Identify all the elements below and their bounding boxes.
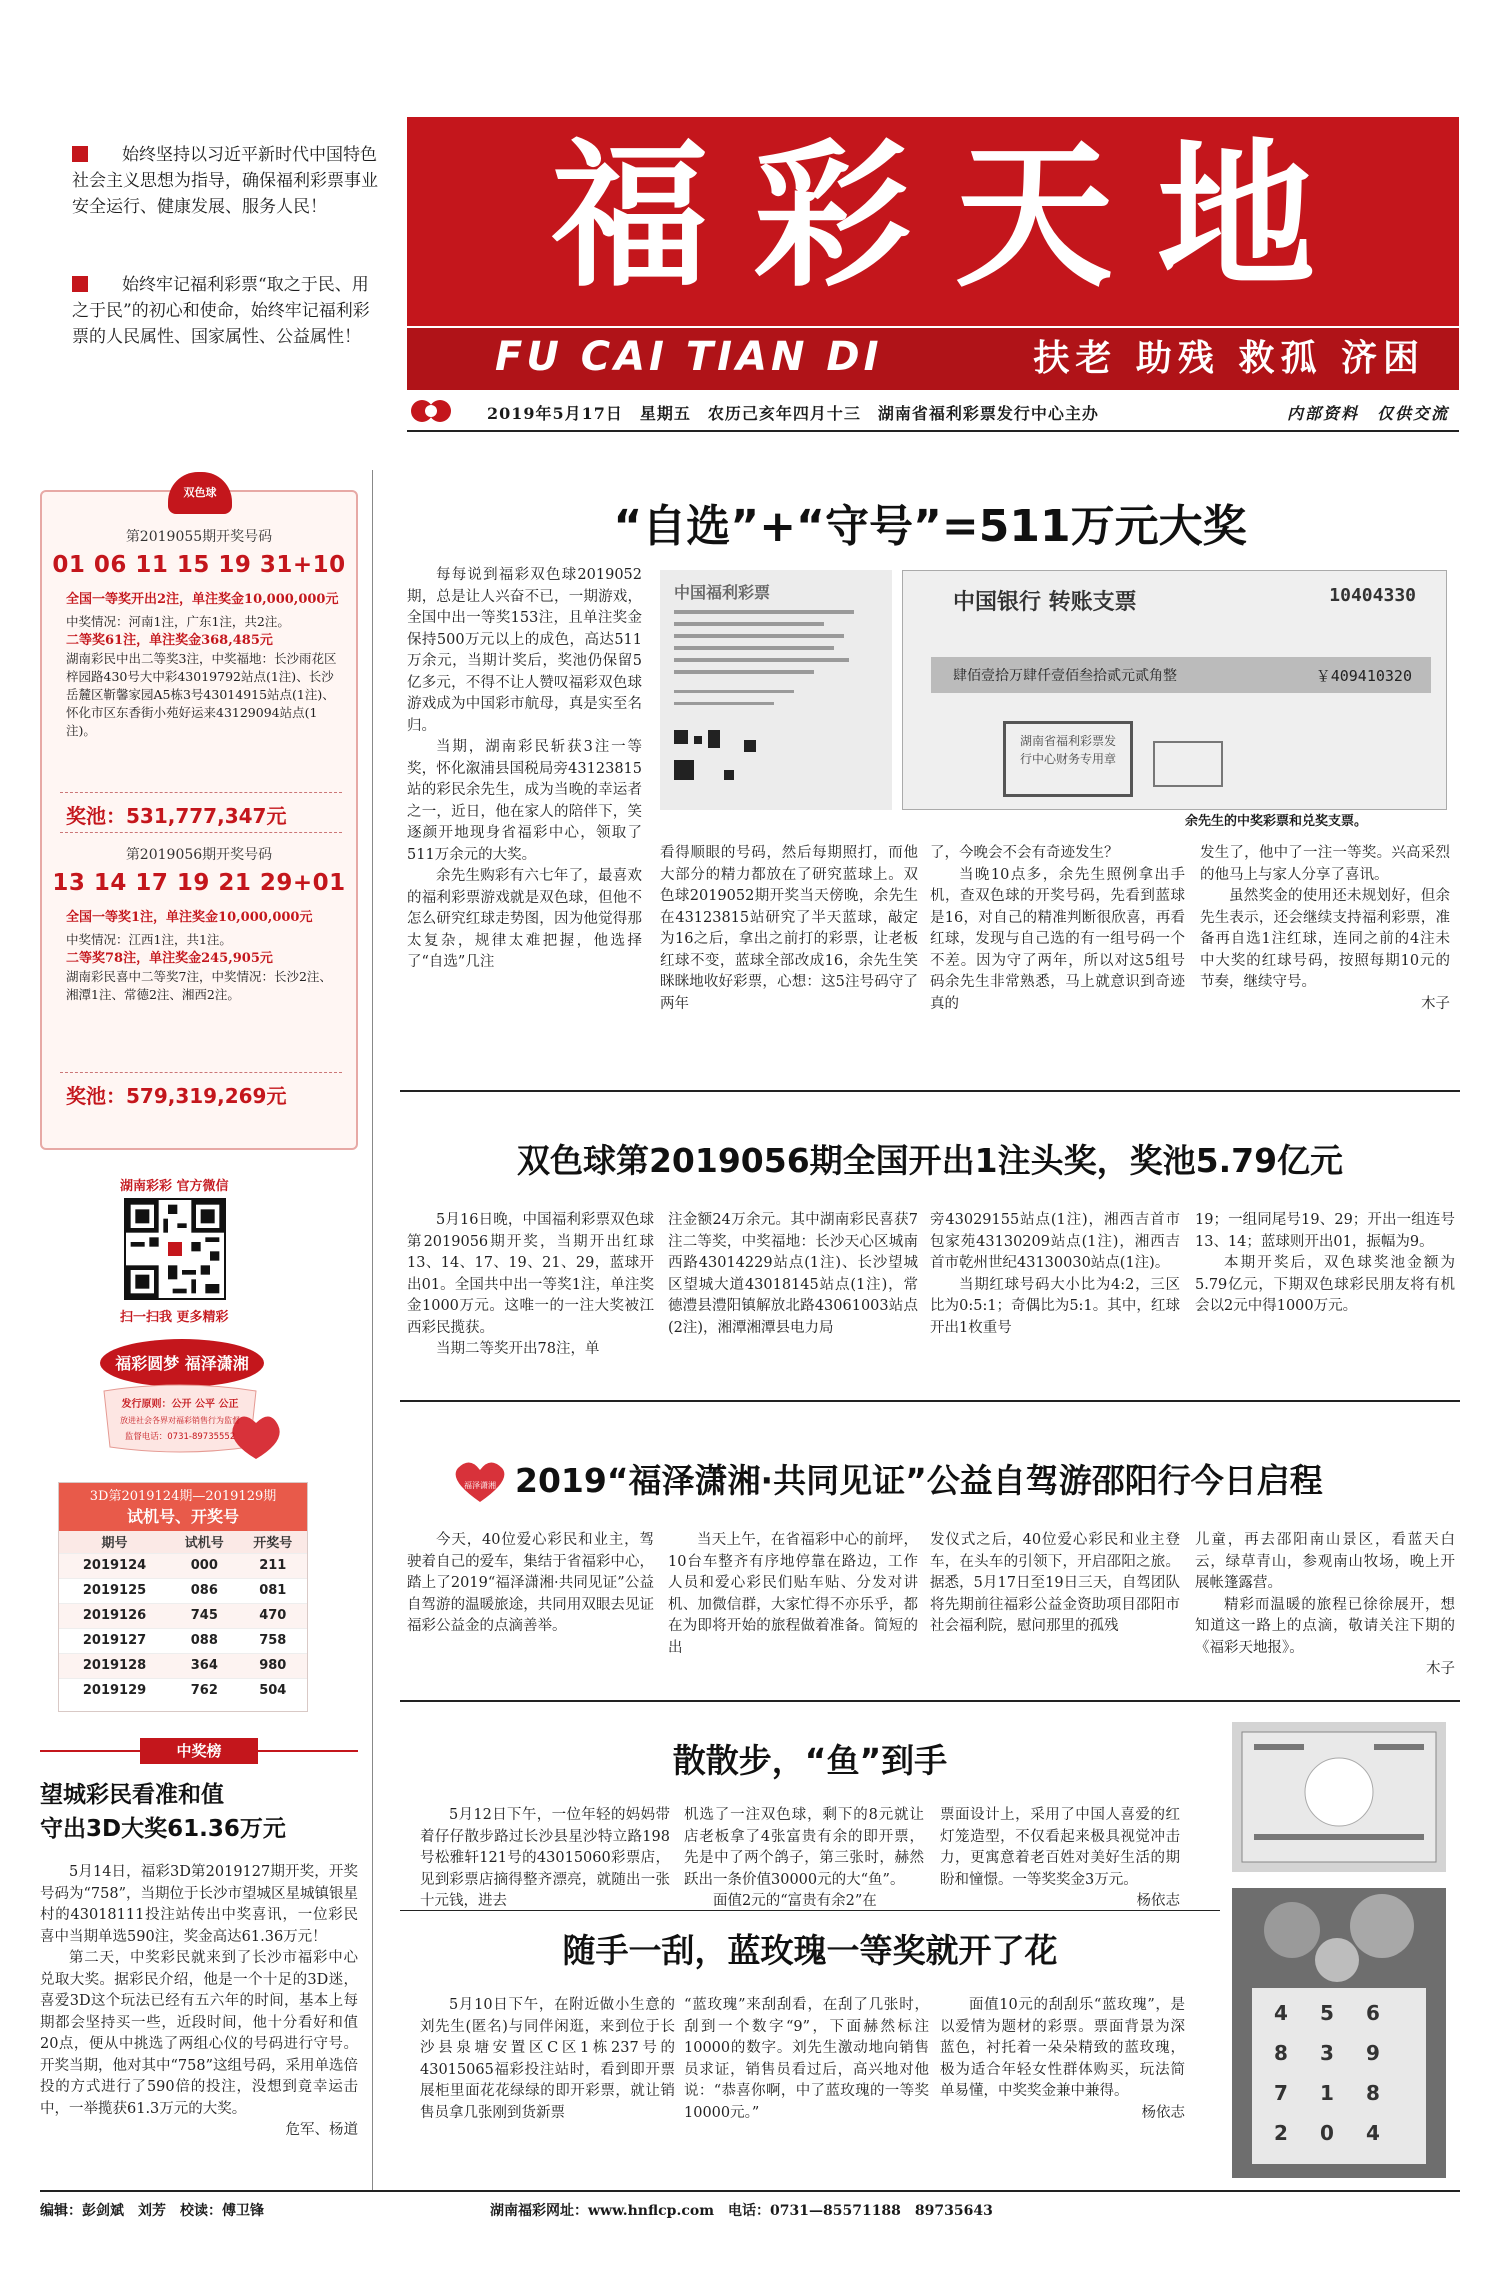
promo-line2: 放进社会各界对福彩销售行为监督 xyxy=(120,1416,240,1425)
3d-table-header xyxy=(59,1483,307,1531)
draw-055-numbers: 01 06 11 15 19 31+10 xyxy=(52,552,346,578)
article1-col4: 发生了，他中了一注一等奖。兴高采烈的他马上与家人分享了喜讯。 虽然奖金的使用还未规划好，但余先生表示，还会继续支持福利彩票，准备再自选1注红球，连同之前的4注未中大奖的红球号码，按照每期10元的节奏，继续守号。 木子 xyxy=(1200,843,1450,1015)
draw-056-first-prize: 全国一等奖1注，单注奖金10,000,000元 xyxy=(66,910,313,925)
article5-author: 杨依志 xyxy=(1141,2104,1185,2121)
article5-col2: “蓝玫瑰”来刮刮看，在刮了几张时，刮到一个数字“9”，下面赫然标注10000的数字。刘先生激动地向销售员求证，销售员看过后，高兴地对他说：“恭喜你啊，中了蓝玫瑰的一等奖10000元。” xyxy=(684,1997,929,2121)
scratch-card-photo-1 xyxy=(1232,1722,1446,1872)
footer-website: 湖南福彩网址：www.hnflcp.com 电话：0731—85571188 89735643 xyxy=(490,2203,993,2219)
article4-author: 杨依志 xyxy=(1136,1893,1180,1909)
table-row: 2019129 762 504 xyxy=(59,1678,307,1703)
article4-col1: 5月12日下午，一位年轻的妈妈带着仔仔散步路过长沙县星沙特立路198号松雅轩121号的43015060彩票店，见到彩票店摘得整齐漂亮，就随出一张十元钱，进去 xyxy=(420,1807,670,1909)
footer-divider xyxy=(40,2190,1460,2192)
article3-title: 2019“福泽潇湘·共同见证”公益自驾游邵阳行今日启程 xyxy=(515,1461,1323,1500)
masthead-char-3: 天 xyxy=(955,125,1113,309)
3d-table-title: 试机号、开奖号 xyxy=(126,1507,239,1526)
table-row: 2019125 086 081 xyxy=(59,1578,307,1603)
draw-056-winners: 中奖情况：江西1注，共1注。 xyxy=(66,932,232,947)
promo-title: 福彩圆梦 福泽潇湘 xyxy=(115,1354,249,1373)
lottery-ticket-photo xyxy=(660,570,892,810)
article1-col3: 了，今晚会不会有奇迹发生？ 当晚10点多，余先生照例拿出手机，查双色球的开奖号码，先看到蓝球是16，对自己的精准判断很欣喜，再看红球，发现与自己选的有一组号码一个不差。因为守了两年，所以对这5组号码余先生非常熟悉，马上就意识到奇迹真的 xyxy=(930,845,1185,1012)
draw-055-label: 第2019055期开奖号码 xyxy=(125,529,273,545)
draw-results-card xyxy=(40,486,358,1150)
svg-text:3: 3 xyxy=(1320,2041,1334,2065)
article1-col2: 看得顺眼的号码，然后每期照打，而他大部分的精力都放在了研究蓝球上。双色球2019052期开奖当天傍晚，余先生在43123815站研究了半天蓝球，敲定为16之后，拿出之前打的彩票，让老板红球不变，蓝球全部改成16，余先生笑眯眯地收好彩票，心想：这5注号码守了两年 xyxy=(660,845,918,1012)
col-draw-number: 开奖号 xyxy=(239,1531,307,1553)
side-story-title xyxy=(40,1778,358,1846)
svg-text:0: 0 xyxy=(1320,2121,1334,2145)
article4-col3: 票面设计上，采用了中国人喜爱的红灯笼造型，不仅看起来极具视觉冲击力，更寓意着老百姓对美好生活的期盼和憧憬。一等奖奖金3万元。 杨依志 xyxy=(940,1805,1180,1913)
article3-col2: 当天上午，在省福彩中心的前坪，10台车整齐有序地停靠在路边，工作人员和爱心彩民们贴车贴、分发对讲机、加微信群，大家忙得不亦乐乎，都在为即将开始的旅程做着准备。简短的出 xyxy=(668,1532,918,1656)
qr-code-icon xyxy=(126,1200,224,1298)
masthead-char-1: 福 xyxy=(551,125,709,309)
check-amount-digits: ￥409410320 xyxy=(1315,667,1412,685)
article3-col1: 今天，40位爱心彩民和业主，驾驶着自己的爱车，集结于省福彩中心，踏上了2019“福泽潇湘·共同见证”公益自驾游的温暖旅途，共同用双眼去见证福彩公益金的点滴善举。 xyxy=(407,1532,654,1634)
side-story-title-line1: 望城彩民看准和值 xyxy=(40,1782,224,1808)
wechat-qr-code[interactable] xyxy=(124,1198,226,1300)
fuze-xiaoxiang-logo-icon xyxy=(450,1458,510,1508)
article1-author: 木子 xyxy=(1421,995,1450,1012)
draw-056-second-prize: 二等奖78注，单注奖金245,905元 xyxy=(66,951,273,966)
finance-stamp: 湖南省福利彩票发行中心财务专用章 xyxy=(1003,721,1133,797)
article5-col1: 5月10日下午，在附近做小生意的刘先生(匿名)与同伴闲逛，来到位于长沙县泉塘安置区C区1栋237号的43015065福彩投注站时，看到即开票展柜里面花花绿绿的即开彩票，就让销售员拿几张刚到货新票 xyxy=(420,1997,675,2121)
article1-title: “自选”+“守号”=511万元大奖 xyxy=(613,501,1247,552)
section-divider xyxy=(400,1090,1460,1092)
svg-text:4: 4 xyxy=(1366,2121,1380,2145)
article4-title: 散散步，“鱼”到手 xyxy=(672,1741,948,1780)
3d-table xyxy=(59,1531,307,1703)
slogan-text-2: 始终牢记福利彩票“取之于民、用之于民”的初心和使命，始终牢记福利彩票的人民属性、国家属性、公益属性！ xyxy=(72,275,370,347)
draw-056-numbers: 13 14 17 19 21 29+01 xyxy=(52,870,346,896)
draw-055-second-prize: 二等奖61注，单注奖金368,485元 xyxy=(66,633,273,648)
svg-text:9: 9 xyxy=(1366,2041,1380,2065)
blue-rose-ticket-image xyxy=(1232,1888,1446,2178)
section-divider xyxy=(400,1700,1460,1702)
masthead-band xyxy=(407,326,1459,390)
draw-055-winners: 中奖情况：河南1注，广东1注，共2注。 xyxy=(66,614,290,629)
article3-col3: 发仪式之后，40位爱心彩民和业主登车，在头车的引领下，开启邵阳之旅。据悉，5月17日至19日三天，自驾团队将先期前往福彩公益金资助项目邵阳市社会福利院，慰问那里的孤残 xyxy=(930,1532,1180,1634)
article2-title: 双色球第2019056期全国开出1注头奖，奖池5.79亿元 xyxy=(516,1141,1344,1180)
svg-text:4: 4 xyxy=(1274,2001,1288,2025)
ticket-image xyxy=(674,610,874,800)
masthead-pinyin: FU CAI TIAN DI xyxy=(495,334,883,380)
3d-results-table xyxy=(58,1482,308,1712)
col-period: 期号 xyxy=(59,1531,170,1553)
qr-label: 扫一扫我 更多精彩 xyxy=(120,1310,229,1325)
slogan-text-1: 始终坚持以习近平新时代中国特色社会主义思想为指导，确保福利彩票事业安全运行、健康发展、服务人民！ xyxy=(72,145,378,217)
draw-056-label: 第2019056期开奖号码 xyxy=(125,847,273,863)
3d-period-range: 3D第2019124期—2019129期 xyxy=(89,1489,277,1504)
side-story-author: 危军、杨道 xyxy=(285,2122,358,2138)
table-row: 2019124 000 211 xyxy=(59,1553,307,1578)
article3-col4: 儿童，再去邵阳南山景区，看蓝天白云，绿草青山，参观南山牧场，晚上开展帐篷露营。 精彩而温暖的旅程已徐徐展开，想知道这一路上的点滴，敬请关注下期的《福彩天地报》。 木子 xyxy=(1195,1530,1455,1681)
winners-section-label: 中奖榜 xyxy=(140,1738,258,1764)
welfare-lottery-logo-icon xyxy=(407,396,455,426)
promo-line1: 发行原则：公开 公平 公正 xyxy=(121,1399,239,1410)
draw-055-pool: 奖池：531,777,347元 xyxy=(66,804,287,828)
section-divider xyxy=(400,1910,1220,1911)
article5-col3: 面值10元的刮刮乐“蓝玫瑰”，是以爱情为题材的彩票。票面背景为深蓝色，衬托着一朵朵精致的蓝玫瑰，极为适合年轻女性群体购买，玩法简单易懂，中奖奖金兼中兼得。 杨依志 xyxy=(940,1995,1185,2124)
slogan-1 xyxy=(72,142,382,220)
article1-col1: 每每说到福彩双色球2019052期，总是让人兴奋不已，一期游戏，全国中出一等奖153注，且单注奖金保持500万元以上的成色，高达511万余元，当期计奖后，奖池仍保留5亿多元，不得不让人赞叹福彩双色球游戏成为中国彩市航母，真是实至名归。 当期，湖南彩民斩获3注一等奖，怀化溆浦县国税局旁43123815站的彩民余先生，成为当晚的幸运者之一，近日，他在家人的陪伴下，笑逐颜开地现身省福彩中心，领取了511万余元的大奖。 余先生购彩有六七年了，最喜欢的福利彩票游戏就是双色球，但他不怎么研究红球走势图，因为他觉得那太复杂，规律太难把握，他选择了“自选”几注 xyxy=(407,567,642,970)
scratch-card-image xyxy=(1232,1722,1446,1872)
svg-text:8: 8 xyxy=(1366,2081,1380,2105)
qr-title: 湖南彩彩 官方微信 xyxy=(120,1179,229,1194)
slogan-2 xyxy=(72,272,382,350)
side-story-body: 5月14日，福彩3D第2019127期开奖，开奖号码为“758”，当期位于长沙市望城区星城镇银星村的43018111投注站传出中奖喜讯，一位彩民喜中当期单选590注，奖金高达61.36万元！ 第二天，中奖彩民就来到了长沙市福彩中心兑取大奖。据彩民介绍，他是一个十足的3D迷，喜爱3D这个玩法已经有五六年的时间，基本上每期都会坚持买一些，近段时间，他十分看好和值20点，便从中挑选了两组心仪的号码进行守号。开奖当期，他对其中“758”这组号码，采用单选倍投的方式进行了590倍的投注，没想到竟幸运击中，一举揽获61.3万元的大奖。 危军、杨道 xyxy=(40,1862,358,2142)
dateline xyxy=(407,392,1459,432)
svg-text:6: 6 xyxy=(1366,2001,1380,2025)
bullet-square-icon xyxy=(72,146,88,162)
ticket-title: 中国福利彩票 xyxy=(674,583,771,602)
svg-text:5: 5 xyxy=(1320,2001,1334,2025)
draw-056-hunan: 湖南彩民喜中二等奖7注，中奖情况：长沙2注、湘潭1注、常德2注、湘西2注。 xyxy=(66,969,332,1002)
bullet-square-icon xyxy=(72,276,88,292)
svg-text:2: 2 xyxy=(1274,2121,1288,2145)
table-row: 2019127 088 758 xyxy=(59,1628,307,1653)
issue-date: 2019年5月17日 星期五 农历己亥年四月十三 湖南省福利彩票发行中心主办 xyxy=(487,404,1099,423)
article2-col3: 旁43029155站点(1注)，湘西吉首市包家苑43130209站点(1注)，湘西吉首市乾州世纪43130030站点(1注)。 当期红球号码大小比为4:2，三区比为0:5:1；奇偶比为5:1。其中，红球开出1枚重号 xyxy=(930,1212,1180,1336)
column-divider xyxy=(372,470,373,2190)
check-number: 10404330 xyxy=(1329,585,1416,606)
article2-col4: 19；一组同尾号19、29；开出一组连号13、14；蓝球则开出01，振幅为9。 本期开奖后，双色球奖池金额为5.79亿元，下期双色球彩民朋友将有机会以2元中得1000万元。 xyxy=(1195,1212,1455,1314)
blue-rose-ticket-photo xyxy=(1232,1888,1446,2178)
masthead-title xyxy=(407,117,1459,317)
masthead xyxy=(407,117,1459,390)
draw-055-hunan: 湖南彩民中出二等奖3注，中奖福地：长沙雨花区梓园路430号大中彩43019792站点(1注)、长沙岳麓区靳馨家园A5栋3号43014915站点(1注)、怀化市区东香街小苑好运来43129094站点(1注)。 xyxy=(66,651,337,738)
table-row: 2019128 364 980 xyxy=(59,1653,307,1678)
internal-note: 内部资料 仅供交流 xyxy=(1286,404,1449,423)
article4-col2: 机选了一注双色球，剩下的8元就让店老板拿了4张富贵有余的即开票，先是中了两个鸽子，第三张时，赫然跃出一条价值30000元的大“鱼”。 面值2元的“富贵有余2”在 xyxy=(684,1807,924,1909)
masthead-char-4: 地 xyxy=(1157,125,1315,309)
svg-text:7: 7 xyxy=(1274,2081,1288,2105)
check-amount-words: 肆佰壹拾万肆仟壹佰叁拾贰元贰角整 xyxy=(953,668,1177,684)
side-story-title-line2: 守出3D大奖61.36万元 xyxy=(40,1816,286,1842)
promo-phone: 监督电话：0731-89735552 xyxy=(124,1432,236,1442)
article5-title: 随手一刮，蓝玫瑰一等奖就开了花 xyxy=(562,1931,1058,1970)
bank-check-photo xyxy=(902,570,1447,810)
draw-056-pool: 奖池：579,319,269元 xyxy=(66,1084,287,1108)
section-divider xyxy=(400,1400,1460,1402)
svg-text:8: 8 xyxy=(1274,2041,1288,2065)
promo-badge xyxy=(80,1335,290,1463)
svg-text:1: 1 xyxy=(1320,2081,1334,2105)
photo-caption: 余先生的中奖彩票和兑奖支票。 xyxy=(1185,814,1368,829)
col-test-number: 试机号 xyxy=(170,1531,238,1553)
ssq-badge: 双色球 xyxy=(168,472,232,514)
footer-editors: 编辑：彭剑斌 刘芳 校读：傅卫锋 xyxy=(40,2203,264,2219)
article3-author: 木子 xyxy=(1426,1661,1455,1677)
article2-col2: 注金额24万余元。其中湖南彩民喜获7注二等奖，中奖福地：长沙天心区城南西路43014229站点(1注)、长沙望城区望城大道43018145站点(1注)，常德澧县澧阳镇解放北路43061003站点(2注)，湘潭湘潭县电力局 xyxy=(668,1212,918,1336)
table-row: 2019126 745 470 xyxy=(59,1603,307,1628)
masthead-motto: 扶老 助残 救孤 济困 xyxy=(1033,338,1425,379)
draw-055-first-prize: 全国一等奖开出2注，单注奖金10,000,000元 xyxy=(66,592,339,607)
check-title: 中国银行 转账支票 xyxy=(953,590,1137,615)
masthead-char-2: 彩 xyxy=(753,125,911,309)
logo-text: 福泽潇湘 xyxy=(464,1481,496,1490)
article2-col1: 5月16日晚，中国福利彩票双色球第2019056期开奖，当期开出红球13、14、17、19、21、29，蓝球开出01。全国共中出一等奖1注，单注奖金1000万元。这唯一的一注大奖被江西彩民揽获。 当期二等奖开出78注，单 xyxy=(407,1212,654,1357)
